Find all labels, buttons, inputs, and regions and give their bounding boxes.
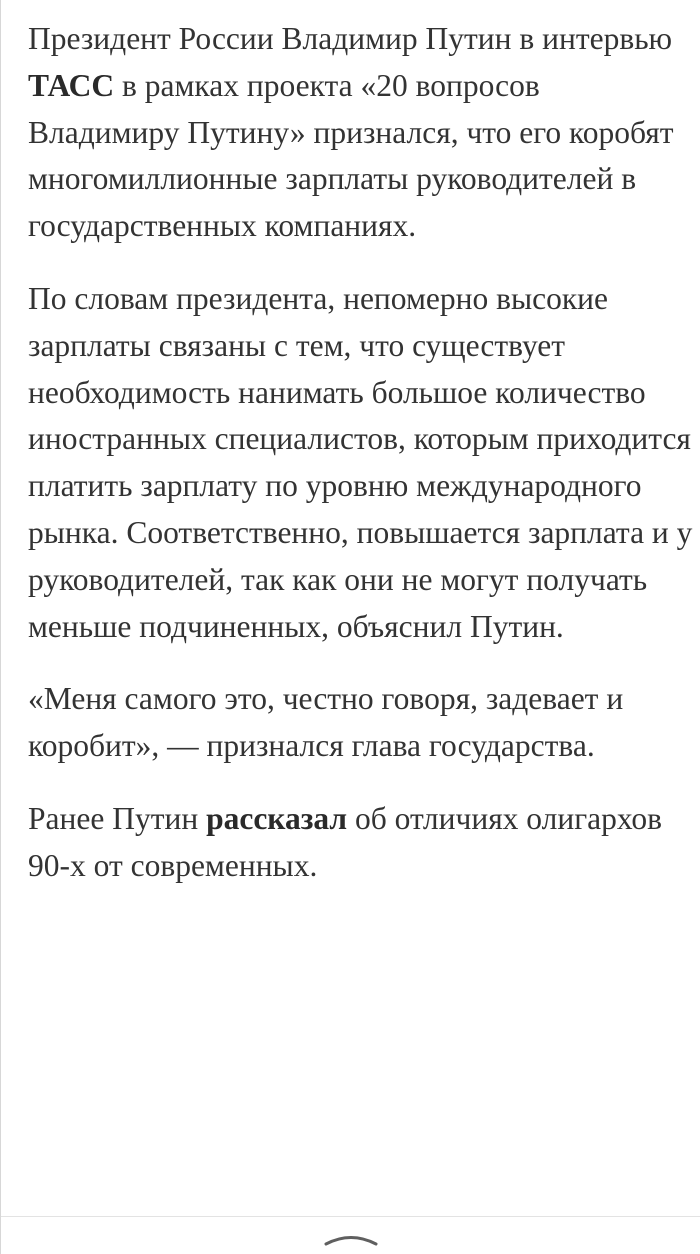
paragraph-4-text-start: Ранее Путин (28, 800, 207, 836)
paragraph-2: По словам президента, непомерно высокие зарплаты связаны с тем, что существует необходимость нанимать большое количество иностранных специалистов, которым приходится платить зарплату по уровню международного рынка. Соответственно, повышается зарплата и у руководителей, так как они не могут получать меньше подчиненных, объяснил Путин. (28, 280, 693, 644)
paragraph-4 (28, 796, 696, 890)
related-article-link[interactable]: рассказал (206, 800, 348, 836)
paragraph-3-quote: «Меня самого это, честно говоря, задевает и коробит», — признался глава государства. (28, 681, 624, 764)
paragraph-4-text-end: об отличиях олигархов 90-х от современных. (28, 800, 663, 883)
chevron-up-icon[interactable] (323, 1225, 379, 1247)
article-body (28, 16, 696, 916)
paragraph-1-text-start: Президент России Владимир Путин в интервью (28, 21, 673, 56)
bottom-bar (1, 1216, 700, 1254)
paragraph-1-text-end: в рамках проекта «20 вопросов Владимиру Путину» признался, что его коробят многомиллионные зарплаты руководителей в государственных компаниях. (28, 67, 674, 244)
source-tass: ТАСС (28, 67, 115, 103)
paragraph-1 (28, 16, 696, 250)
